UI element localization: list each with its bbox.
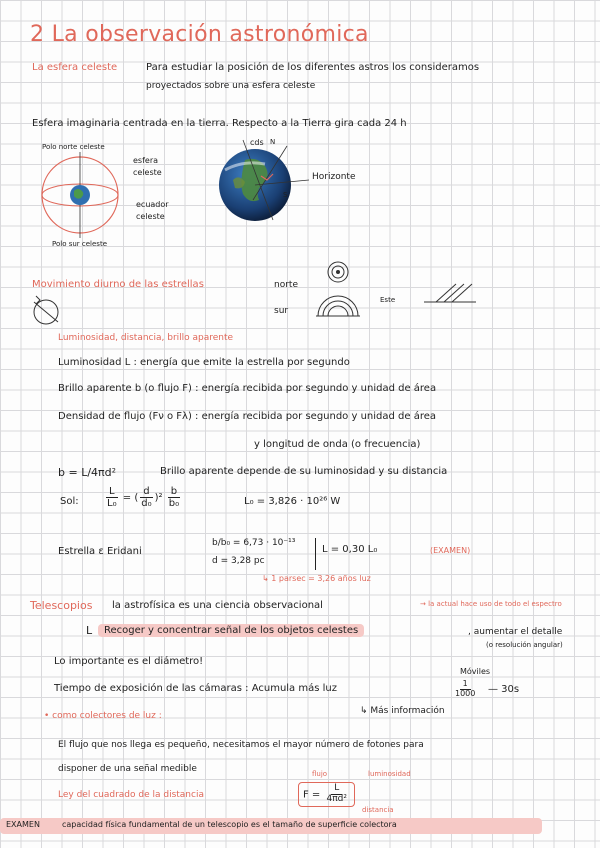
densidad-def-cont: y longitud de onda (o frecuencia) [254,439,421,450]
flujo-line-1: El flujo que nos llega es pequeño, necesitamos el mayor número de fotones para [58,740,424,750]
ley-cuadrado: Ley del cuadrado de la distancia [58,790,204,800]
esfera-label-1: esfera [133,156,159,165]
s-label: S [283,191,288,199]
earth-horizon-diagram [215,140,335,250]
section-heading-telescopios: Telescopios [30,599,93,612]
highlight-recoger: Recoger y concentrar señal de los objetos celestes [98,624,364,637]
polo-sur-label: Polo sur celeste [52,240,107,248]
luminosidad-annotation: luminosidad [368,770,411,778]
polo-norte-label: Polo norte celeste [42,143,105,151]
densidad-def: Densidad de flujo (Fν o Fλ) : energía recibida por segundo y unidad de área [58,411,437,422]
eridani-distance: d = 3,28 pc [212,556,265,566]
esfera-definition: Esfera imaginaria centrada en la tierra. Respecto a la Tierra gira cada 24 h [32,118,407,129]
inverse-square-formula: F = $\frac{L}{\text{4πd²}}$ [298,782,355,807]
flujo-line-2: disponer de una señal medible [58,764,197,774]
zenith-label: cds [250,138,264,147]
sol-equation: $\frac{L}{\text{L₀}}$ = ( $\frac{d}{\text{d₀}}$ )² $\frac{b}{\text{b₀}}$ [107,486,180,509]
distancia-annotation: distancia [362,806,394,814]
eridani-ratio: b/b₀ = 6,73 · 10⁻¹³ [212,538,296,548]
moviles-label: Móviles [460,667,491,676]
page-title: 2 La observación astronómica [30,22,369,47]
colectores-bullet: • como colectores de luz : [44,711,162,721]
ecuador-label-2: celeste [136,212,165,221]
section-heading-esfera: La esfera celeste [32,62,118,73]
exposicion-fraction: $\frac{1}{1000}$ [455,679,476,698]
exposicion-range-end: — 30s [488,684,520,695]
sol-label: Sol: [60,496,79,507]
esfera-text-1: Para estudiar la posición de los diferentes astros los consideramos [146,62,480,73]
parsec-note: ↳ 1 parsec = 3,26 años luz [262,574,371,583]
l0-value: L₀ = 3,826 · 10²⁶ W [244,496,341,507]
section-heading-movimiento: Movimiento diurno de las estrellas [32,279,204,290]
formula-brillo: b = L/4πd² [58,466,117,479]
horizonte-label: Horizonte [312,172,356,182]
flujo-annotation: flujo [312,770,328,778]
examen-tag: (EXAMEN) [430,546,471,555]
formula-brillo-desc: Brillo aparente depende de su luminosidad y su distancia [160,466,448,477]
highlight-bracket: L [86,624,93,637]
resolucion-angular: (o resolución angular) [486,641,563,649]
eridani-label: Estrella ε Eridani [58,546,142,557]
exposicion-text: Tiempo de exposición de las cámaras : Acumula más luz [54,683,337,694]
section-heading-luminosidad: Luminosidad, distancia, brillo aparente [58,333,234,343]
sur-label: sur [274,306,289,316]
esfera-label-2: celeste [133,168,162,177]
brace-line [315,538,316,570]
star-trails-diagram [316,258,496,328]
luminosidad-def: Luminosidad L : energía que emite la estrella por segundo [58,357,350,368]
eridani-luminosity: L = 0,30 L₀ [322,544,378,555]
star-rotation-icon [28,294,68,334]
mas-informacion: ↳ Más información [360,706,445,716]
aumentar-detalle: , aumentar el detalle [468,627,563,637]
celestial-sphere-diagram [30,150,140,240]
este-label: Este [380,296,396,304]
importante-diametro: Lo importante es el diámetro! [54,656,204,667]
telescopios-side-note: → la actual hace uso de todo el espectro [420,600,562,608]
examen-label: EXAMEN [6,820,40,829]
n-label: N [270,138,276,146]
ecuador-label-1: ecuador [136,200,169,209]
telescopios-line1: la astrofísica es una ciencia observacional [112,600,323,611]
norte-label: norte [274,280,298,290]
esfera-text-2: proyectados sobre una esfera celeste [146,81,316,91]
examen-text: capacidad física fundamental de un telescopio es el tamaño de superficie colectora [62,820,397,829]
brillo-def: Brillo aparente b (o flujo F) : energía recibida por segundo y unidad de área [58,383,437,394]
